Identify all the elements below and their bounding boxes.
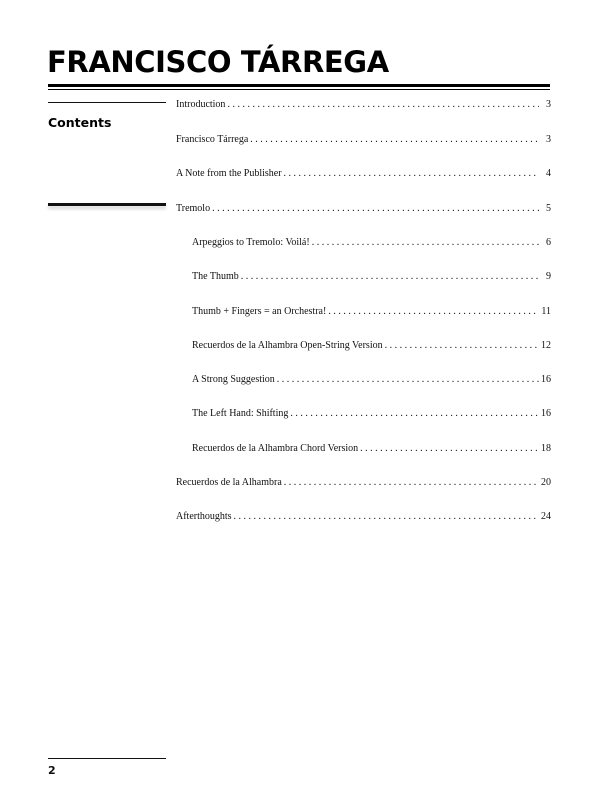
toc-entry-label: Thumb + Fingers = an Orchestra! <box>192 306 327 317</box>
toc-entry-page: 11 <box>541 306 551 317</box>
toc-dot-leader <box>358 442 539 456</box>
toc-dot-leader <box>248 133 539 147</box>
toc-entry-recuerdos-chord <box>192 442 551 456</box>
toc-entry-afterthoughts <box>176 510 551 524</box>
toc-entry-note-from-publisher <box>176 167 551 181</box>
toc-entry-page: 16 <box>541 374 551 385</box>
toc-entry-label: A Strong Suggestion <box>192 374 275 385</box>
toc-entry-page: 4 <box>546 168 551 179</box>
toc-entry-strong-suggestion <box>192 373 551 387</box>
toc-entry-label: Recuerdos de la Alhambra Chord Version <box>192 443 359 454</box>
toc-dot-leader <box>282 476 539 490</box>
toc-entry-the-thumb <box>192 270 551 284</box>
toc-entry-francisco-tarrega <box>176 133 551 147</box>
toc-entry-arpeggios-to-tremolo <box>192 236 551 250</box>
toc-entry-thumb-fingers-orchestra <box>192 305 551 319</box>
sidebar-rule-middle <box>48 203 166 206</box>
toc-dot-leader <box>310 236 539 250</box>
toc-dot-leader <box>326 305 539 319</box>
toc-entry-label: Afterthoughts <box>176 511 232 522</box>
toc-entry-label: A Note from the Publisher <box>176 168 282 179</box>
toc-entry-introduction <box>176 98 551 112</box>
toc-dot-leader <box>239 270 539 284</box>
toc-entry-label: Francisco Tárrega <box>176 134 249 145</box>
toc-entry-page: 24 <box>541 511 551 522</box>
toc-dot-leader <box>225 98 539 112</box>
toc-entry-label: Tremolo <box>176 203 211 214</box>
toc-entry-label: The Left Hand: Shifting <box>192 408 289 419</box>
toc-dot-leader <box>383 339 539 353</box>
footer-rule <box>48 758 166 759</box>
page-number: 2 <box>48 764 56 777</box>
title-rule-thick <box>48 84 550 87</box>
toc-entry-page: 9 <box>546 271 551 282</box>
toc-dot-leader <box>232 510 539 524</box>
toc-entry-label: Recuerdos de la Alhambra Open-String Version <box>192 340 383 351</box>
toc-entry-page: 20 <box>541 477 551 488</box>
toc-dot-leader <box>275 373 539 387</box>
toc-entry-page: 3 <box>546 99 551 110</box>
title-rule-thin <box>48 89 550 90</box>
toc-entry-label: Introduction <box>176 99 226 110</box>
toc-entry-page: 12 <box>541 340 551 351</box>
toc-dot-leader <box>210 202 539 216</box>
toc-entry-page: 3 <box>546 134 551 145</box>
sidebar-rule-top <box>48 102 166 103</box>
toc-entry-left-hand-shifting <box>192 407 551 421</box>
toc-entry-tremolo <box>176 202 551 216</box>
toc-entry-label: Recuerdos de la Alhambra <box>176 477 282 488</box>
contents-heading: Contents <box>48 115 112 130</box>
toc-entry-page: 5 <box>546 203 551 214</box>
toc-entry-label: Arpeggios to Tremolo: Voilá! <box>192 237 310 248</box>
toc-dot-leader <box>288 407 539 421</box>
toc-entry-page: 6 <box>546 237 551 248</box>
toc-entry-recuerdos-de-la-alhambra <box>176 476 551 490</box>
page-title: FRANCISCO TÁRREGA <box>47 45 389 79</box>
toc-entry-label: The Thumb <box>192 271 239 282</box>
toc-entry-page: 16 <box>541 408 551 419</box>
toc-dot-leader <box>282 167 539 181</box>
toc-entry-page: 18 <box>541 443 551 454</box>
toc-entry-recuerdos-open-string <box>192 339 551 353</box>
